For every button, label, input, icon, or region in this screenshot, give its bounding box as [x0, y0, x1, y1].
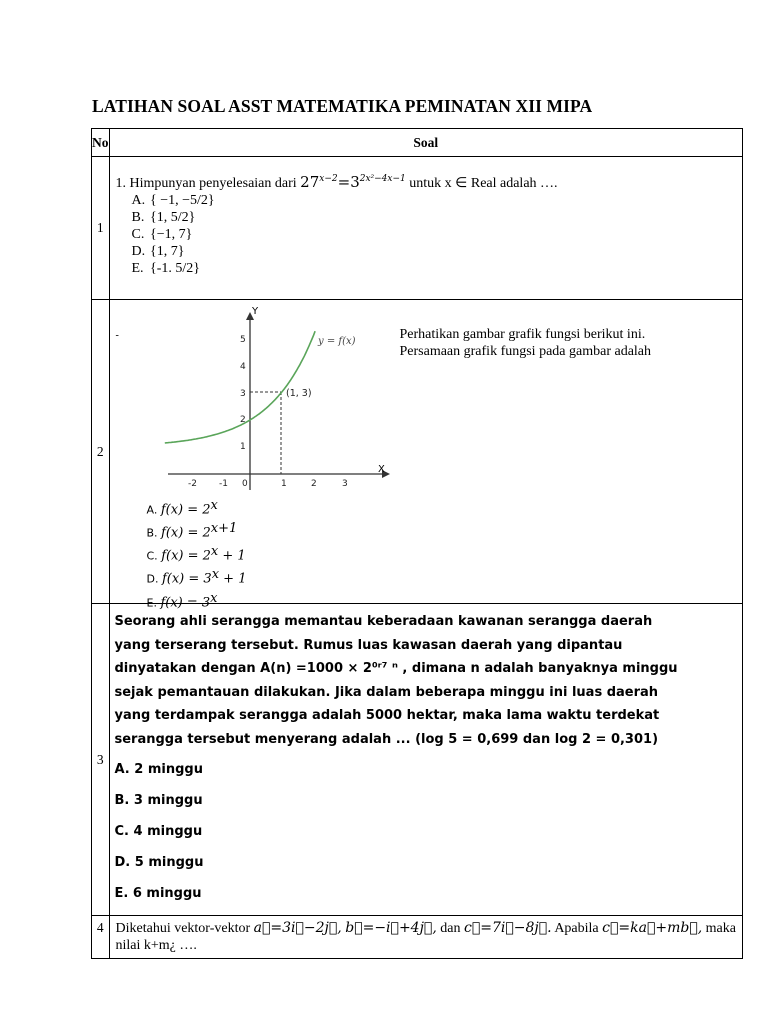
option-a[interactable] [147, 497, 247, 520]
y-tick-label: 5 [239, 335, 246, 345]
option-label: B. [131, 210, 145, 225]
option-formula: f(x) = 2 [161, 525, 211, 541]
x-tick-label: 0 [241, 479, 248, 489]
eq-exponent-2: 2x²−4x−1 [359, 174, 406, 184]
prompt-line: Persamaan grafik fungsi pada gambar adalah [399, 344, 652, 359]
y-tick-label: 1 [239, 442, 246, 452]
option-label: D. [146, 573, 159, 587]
question-number: 3 [92, 604, 110, 916]
option-e[interactable] [132, 260, 743, 277]
stem-line: Seorang ahli serangga memantau keberadaan kawanan serangga daerah [114, 614, 653, 629]
option-label: C. [131, 227, 145, 242]
option-text: {−1, 7} [150, 227, 193, 242]
option-b[interactable] [147, 520, 247, 543]
question-3 [109, 604, 743, 916]
y-tick-label: 4 [239, 362, 246, 372]
question-4-line-1 [116, 920, 737, 937]
question-1 [109, 157, 743, 300]
option-exponent: x+1 [210, 521, 238, 537]
option-exponent: x [211, 567, 220, 583]
question-number: 2 [92, 300, 110, 604]
stem-line: sejak pemantauan dilakukan. Jika dalam beberapa minggu ini luas daerah [114, 684, 659, 700]
table-row [92, 916, 743, 959]
stem-line: yang terserang tersebut. Rumus luas kawasan daerah yang dipantau [114, 637, 623, 653]
table-row [92, 604, 743, 916]
x-tick-label: 1 [280, 479, 287, 489]
option-d[interactable] [132, 243, 743, 260]
table-row [92, 157, 743, 300]
option-tail: + 1 [218, 548, 246, 564]
option-label: E. [146, 596, 157, 610]
stem-line: yang terdampak serangga adalah 5000 hektar, maka lama waktu terdekat [114, 708, 660, 723]
option-e[interactable]: E. 6 minggu [114, 886, 202, 901]
option-formula: f(x) = 3 [160, 595, 211, 611]
header-no: No [92, 129, 110, 157]
eq-base-1: 27 [300, 173, 320, 191]
option-exponent: x [210, 590, 218, 606]
option-tail: + 1 [219, 572, 247, 588]
q4-text: Diketahui vektor-vektor [115, 921, 254, 936]
option-d[interactable] [147, 566, 247, 589]
x-tick-label: 3 [341, 479, 348, 489]
curve-label: y = f(x) [317, 336, 356, 347]
option-text: {1, 7} [150, 244, 185, 259]
document-title: LATIHAN SOAL ASST MATEMATIKA PEMINATAN XII MIPA [92, 96, 593, 116]
option-a[interactable] [132, 192, 743, 209]
x-axis-label: X [377, 464, 385, 475]
question-number: 1 [92, 157, 110, 300]
x-tick-label: -2 [187, 479, 197, 489]
question-table [91, 128, 743, 959]
q4-text: dan [436, 921, 464, 936]
option-label: C. [146, 549, 158, 563]
y-tick-label: 3 [239, 389, 246, 399]
point-label: (1, 3) [285, 388, 312, 399]
option-b[interactable]: B. 3 minggu [114, 793, 203, 808]
stray-mark: - [115, 330, 119, 341]
option-label: A. [131, 193, 146, 208]
eq-exponent-1: x−2 [319, 174, 338, 184]
q4-text: Apabila [551, 921, 603, 936]
y-tick-label: 2 [239, 415, 246, 425]
question-1-stem [116, 171, 743, 192]
function-graph [158, 304, 398, 496]
option-text: {-1. 5/2} [150, 261, 200, 276]
option-label: E. [131, 261, 144, 276]
question-1-suffix: untuk x ∈ Real adalah …. [405, 176, 558, 191]
option-text: { −1, −5/2} [150, 193, 215, 208]
stem-line: dinyatakan dengan A(n) =1000 × 2⁰ʳ⁷ ⁿ , dimana n adalah banyaknya minggu [114, 661, 678, 676]
question-2 [109, 300, 743, 611]
table-header-row [92, 129, 743, 157]
vector-c: c⃗=7i⃗−8j⃗. [464, 920, 552, 936]
table-row [92, 300, 743, 604]
question-1-options [132, 192, 743, 277]
question-4 [109, 916, 743, 959]
option-label: D. [131, 244, 146, 259]
option-c[interactable] [147, 543, 247, 566]
eq-equals: = [337, 173, 351, 191]
vector-b: b⃗=−i⃗+4j⃗, [345, 920, 437, 936]
option-formula: f(x) = 2 [161, 548, 211, 564]
x-tick-label: 2 [310, 479, 317, 489]
stem-line: serangga tersebut menyerang adalah ... (log 5 = 0,699 dan log 2 = 0,301) [114, 731, 659, 747]
option-d[interactable]: D. 5 minggu [114, 855, 204, 870]
question-2-options [147, 497, 247, 613]
prompt-line: Perhatikan gambar grafik fungsi berikut ini. [399, 327, 646, 342]
question-4-line-2: nilai k+m¿ …. [115, 938, 197, 953]
question-3-stem [115, 610, 737, 751]
vector-equation: c⃗=ka⃗+mb⃗, [602, 920, 703, 936]
option-c[interactable]: C. 4 minggu [114, 824, 203, 839]
question-number: 4 [92, 916, 110, 959]
option-c[interactable] [132, 226, 743, 243]
option-exponent: x [210, 544, 219, 560]
x-tick-label: -1 [218, 479, 228, 489]
vector-a: a⃗=3i⃗−2j⃗, [253, 920, 342, 936]
option-label: B. [146, 526, 158, 540]
option-formula: f(x) = 3 [161, 572, 212, 588]
option-b[interactable] [132, 209, 743, 226]
eq-base-2: 3 [350, 173, 360, 191]
option-exponent: x [210, 498, 218, 513]
q4-text: maka [702, 921, 736, 936]
option-label: A. [146, 503, 158, 517]
header-soal: Soal [109, 129, 743, 157]
question-2-prompt [400, 326, 690, 360]
option-e[interactable] [147, 590, 247, 613]
question-1-prefix: 1. Himpunyan penyelesaian dari [115, 176, 301, 191]
option-a[interactable]: A. 2 minggu [114, 762, 203, 777]
y-axis-label: Y [251, 306, 258, 317]
option-formula: f(x) = 2 [160, 502, 211, 518]
option-text: {1, 5/2} [150, 210, 196, 225]
